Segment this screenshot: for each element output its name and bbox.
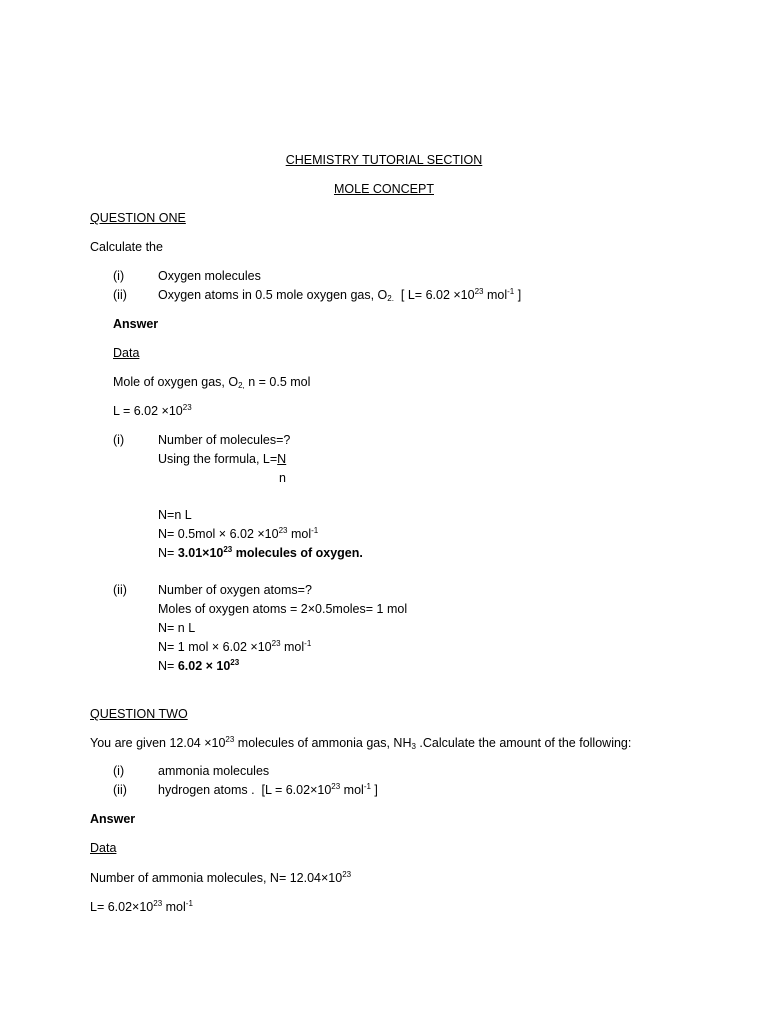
answer-label: Answer [113, 317, 159, 331]
q1-item-num: (ii) [113, 288, 127, 302]
question-two-intro: You are given $12.04 \times 10^{23}$ molecules of ammonia gas, $NH_3$ .Calculate the amount of the following: [90, 735, 632, 751]
result-line: $N= 6.02 \times 10^{23}$ [158, 658, 240, 673]
q2-item-text: ammonia molecules [158, 764, 270, 778]
q1-item-text: Oxygen molecules [158, 269, 261, 283]
part-i-line: Number of molecules=? [158, 433, 291, 447]
question-one-intro: Calculate the [90, 240, 163, 254]
equation-line: N= 1 mol × $6.02 \times 10^{23}$ mol$^{-1}$ [158, 639, 312, 654]
part-ii-line: Moles of oxygen atoms = 2×0.5moles= 1 mol [158, 602, 408, 616]
document-subtitle: MOLE CONCEPT [333, 182, 434, 196]
ammonia-molecules-line: Number of ammonia molecules, $N= 12.04\times 10^{23}$ [90, 870, 352, 885]
formula-line: Using the formula, L=N [158, 452, 287, 466]
data-label: Data [90, 841, 117, 855]
formula-denominator: n [279, 471, 286, 485]
question-one-heading: QUESTION ONE [90, 211, 186, 225]
q2-item-text: hydrogen atoms . [$L = 6.02\times 10^{23}$ mol$^{-1}$ ] [158, 782, 378, 797]
part-i-num: (i) [113, 433, 125, 447]
document-title: CHEMISTRY TUTORIAL SECTION [285, 153, 483, 167]
equation-line: N= n L [158, 621, 196, 635]
equation-line: N=n L [158, 508, 192, 522]
q2-item-num: (ii) [113, 783, 127, 797]
avogadro-constant-line: $L= 6.02\times 10^{23}$ mol$^{-1}$ [90, 899, 193, 914]
equation-line: $N= 0.5mol \times 6.02 \times 10^{23}$ mol$^{-1}$ [158, 526, 319, 541]
part-ii-line: Number of oxygen atoms=? [158, 583, 312, 597]
avogadro-constant-line: $L = 6.02 \times 10^{23}$ [113, 403, 192, 418]
part-ii-num: (ii) [113, 583, 127, 597]
result-line: $N= 3.01\times 10^{23}$ molecules of oxygen. [158, 545, 363, 560]
q1-item-text: Oxygen atoms in 0.5 mole oxygen gas, $O_{2.}$ [ $L= 6.02 \times 10^{23}$ mol$^{-1}$ ] [158, 287, 522, 303]
q1-item-num: (i) [113, 269, 125, 283]
question-two-heading: QUESTION TWO [90, 707, 188, 721]
data-label: Data [113, 346, 140, 360]
mole-of-oxygen-line: Mole of oxygen gas, $O_{2,}$ n = 0.5 mol [113, 375, 311, 390]
q2-item-num: (i) [113, 764, 125, 778]
answer-label: Answer [90, 812, 136, 826]
